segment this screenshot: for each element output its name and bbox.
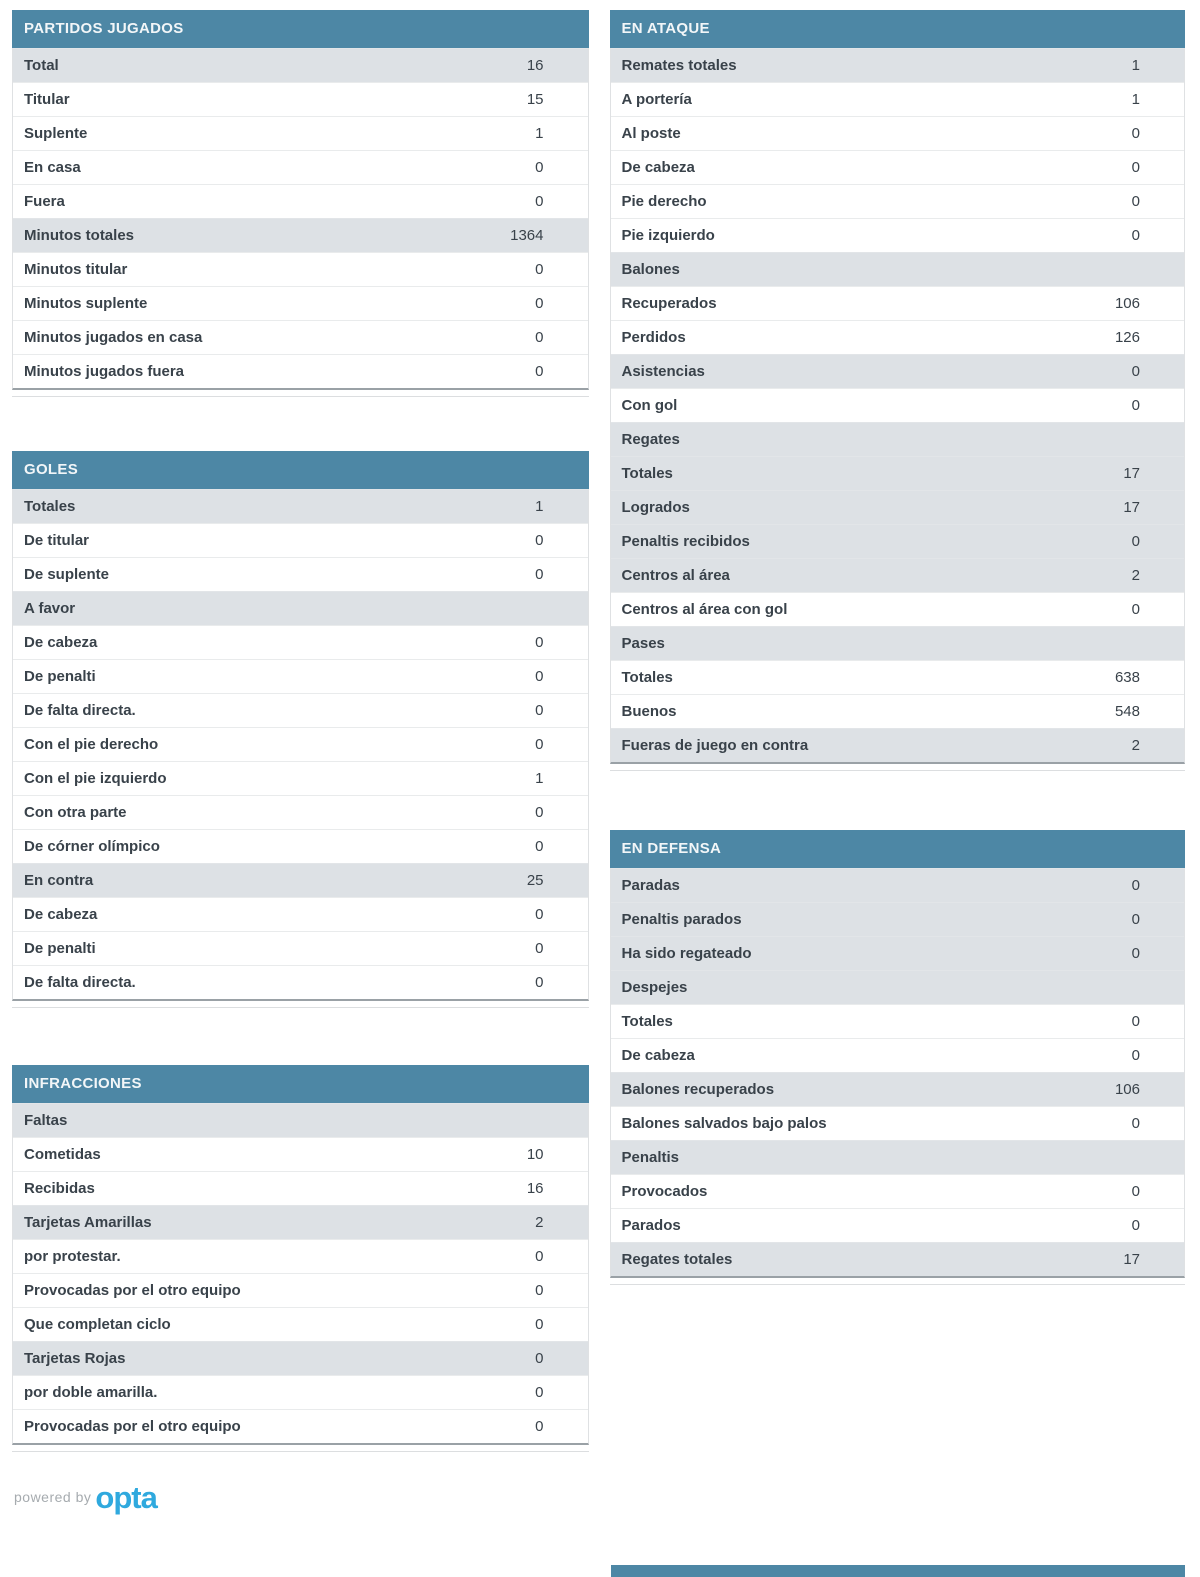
stat-label: Pie izquierdo — [621, 227, 715, 244]
table-row — [611, 970, 1185, 1004]
table-row — [611, 1140, 1185, 1174]
stat-value: 1 — [1131, 57, 1140, 74]
table-row — [611, 694, 1185, 728]
stat-label: De falta directa. — [24, 974, 136, 991]
table-row — [611, 116, 1185, 150]
table-row — [611, 728, 1185, 762]
stat-label: A portería — [621, 91, 692, 108]
table-row — [13, 761, 588, 795]
table-row — [611, 902, 1185, 936]
stat-table-goles — [12, 451, 589, 1008]
stat-label: De falta directa. — [24, 702, 136, 719]
stat-label: Regates — [621, 431, 680, 448]
stat-label: De penalti — [24, 668, 96, 685]
stat-label: Provocadas por el otro equipo — [24, 1418, 241, 1435]
stat-label: Con gol — [621, 397, 678, 414]
stat-label: Total — [24, 57, 59, 74]
stat-value: 0 — [535, 193, 544, 210]
stat-value: 0 — [1131, 193, 1140, 210]
table-row — [611, 936, 1185, 970]
stat-value: 126 — [1114, 329, 1140, 346]
stat-label: En casa — [24, 159, 81, 176]
stat-label: Provocadas por el otro equipo — [24, 1282, 241, 1299]
stat-value: 0 — [1131, 125, 1140, 142]
stat-label: De titular — [24, 532, 90, 549]
stat-label: Centros al área con gol — [621, 601, 788, 618]
stat-value: 0 — [535, 1282, 544, 1299]
table-row — [13, 965, 588, 999]
stat-value: 0 — [535, 566, 544, 583]
stat-label: Minutos suplente — [24, 295, 148, 312]
stat-label: Recuperados — [621, 295, 717, 312]
stat-value: 0 — [535, 906, 544, 923]
stat-value: 0 — [1131, 397, 1140, 414]
table-row — [13, 218, 588, 252]
stat-value: 16 — [526, 1180, 544, 1197]
stat-label: De cabeza — [24, 634, 98, 651]
table-row — [13, 184, 588, 218]
stat-label: Minutos titular — [24, 261, 128, 278]
stat-value: 2 — [1131, 567, 1140, 584]
table-row — [611, 1106, 1185, 1140]
stat-label: Al poste — [621, 125, 681, 142]
stat-label: Penaltis — [621, 1149, 680, 1166]
stat-label: Con otra parte — [24, 804, 127, 821]
stat-label: Fuera — [24, 193, 65, 210]
stat-value: 0 — [535, 940, 544, 957]
stat-label: Minutos totales — [24, 227, 135, 244]
table-title: EN DEFENSA — [621, 840, 722, 857]
table-row — [611, 592, 1185, 626]
table-row — [611, 1038, 1185, 1072]
stat-label: Tarjetas Amarillas — [24, 1214, 152, 1231]
table-row — [13, 489, 588, 523]
stat-label: Pases — [621, 635, 665, 652]
stat-value: 1 — [535, 125, 544, 142]
stat-label: Que completan ciclo — [24, 1316, 171, 1333]
stat-value: 0 — [535, 295, 544, 312]
stat-value: 106 — [1114, 1081, 1140, 1098]
opta-logo — [12, 1476, 589, 1518]
table-row — [611, 1174, 1185, 1208]
stat-value: 0 — [1131, 1217, 1140, 1234]
stat-value: 1364 — [510, 227, 544, 244]
table-row — [13, 557, 588, 591]
stat-value: 0 — [1131, 1183, 1140, 1200]
table-row — [13, 931, 588, 965]
rows-container — [12, 1103, 589, 1445]
stat-value: 0 — [535, 1248, 544, 1265]
stat-label: Minutos jugados en casa — [24, 329, 203, 346]
stat-table-partidos-jugados — [12, 10, 589, 397]
stat-label: Totales — [621, 465, 673, 482]
stat-value: 0 — [535, 702, 544, 719]
stat-value: 0 — [1131, 227, 1140, 244]
table-row — [13, 286, 588, 320]
left-column — [12, 10, 589, 1518]
table-row — [13, 354, 588, 388]
rows-container — [610, 48, 1186, 764]
right-column — [610, 10, 1186, 1285]
table-row — [13, 1273, 588, 1307]
stat-value: 2 — [535, 1214, 544, 1231]
stat-label: Faltas — [24, 1112, 68, 1129]
stat-value: 1 — [1131, 91, 1140, 108]
stat-value: 1 — [535, 770, 544, 787]
stat-value: 106 — [1114, 295, 1140, 312]
stat-value: 0 — [535, 159, 544, 176]
stat-value: 15 — [526, 91, 544, 108]
stat-label: En contra — [24, 872, 94, 889]
table-row — [611, 1072, 1185, 1106]
table-row — [13, 1171, 588, 1205]
table-row — [13, 591, 588, 625]
table-row — [611, 456, 1185, 490]
stat-label: Regates totales — [621, 1251, 733, 1268]
table-row — [13, 897, 588, 931]
table-row — [611, 422, 1185, 456]
table-row — [611, 868, 1185, 902]
table-row — [13, 1239, 588, 1273]
table-row — [611, 252, 1185, 286]
table-row — [611, 1004, 1185, 1038]
table-row — [13, 727, 588, 761]
table-row — [611, 354, 1185, 388]
cropped-section-header — [611, 1565, 1185, 1577]
stat-value: 0 — [1131, 877, 1140, 894]
stat-label: por doble amarilla. — [24, 1384, 158, 1401]
table-row — [13, 1137, 588, 1171]
table-row — [611, 660, 1185, 694]
table-row — [13, 1409, 588, 1443]
table-row — [13, 150, 588, 184]
table-row — [13, 523, 588, 557]
stat-label: De cabeza — [24, 906, 98, 923]
table-row — [13, 625, 588, 659]
stat-value: 0 — [535, 838, 544, 855]
table-row — [13, 863, 588, 897]
table-row — [611, 1208, 1185, 1242]
table-row — [13, 1103, 588, 1137]
table-row — [13, 1307, 588, 1341]
table-row — [13, 82, 588, 116]
stat-value: 17 — [1123, 465, 1140, 482]
stat-label: Suplente — [24, 125, 88, 142]
table-row — [611, 218, 1185, 252]
rows-container — [12, 48, 589, 390]
table-row — [13, 659, 588, 693]
stat-label: Totales — [24, 498, 76, 515]
stat-label: Centros al área — [621, 567, 730, 584]
stat-value: 0 — [535, 329, 544, 346]
stat-value: 0 — [1131, 911, 1140, 928]
table-row — [611, 626, 1185, 660]
table-row — [611, 1242, 1185, 1276]
stat-label: Ha sido regateado — [621, 945, 752, 962]
table-row — [611, 184, 1185, 218]
table-row — [13, 320, 588, 354]
stat-label: por protestar. — [24, 1248, 121, 1265]
table-row — [611, 524, 1185, 558]
stat-value: 10 — [526, 1146, 544, 1163]
stat-table-en-ataque — [610, 10, 1186, 771]
stat-label: Tarjetas Rojas — [24, 1350, 126, 1367]
table-row — [13, 48, 588, 82]
rows-container — [610, 868, 1186, 1278]
stat-label: Recibidas — [24, 1180, 95, 1197]
stat-value: 0 — [535, 1350, 544, 1367]
stat-value: 0 — [1131, 363, 1140, 380]
opta-brand: opta — [95, 1479, 157, 1515]
stat-value: 25 — [526, 872, 544, 889]
stat-value: 0 — [1131, 533, 1140, 550]
stat-label: De penalti — [24, 940, 96, 957]
stat-label: Perdidos — [621, 329, 686, 346]
stat-label: Despejes — [621, 979, 688, 996]
stat-label: Minutos jugados fuera — [24, 363, 185, 380]
table-header — [610, 10, 1186, 48]
stat-value: 0 — [1131, 1047, 1140, 1064]
table-header — [12, 10, 589, 48]
table-header — [12, 451, 589, 489]
stat-label: Penaltis parados — [621, 911, 742, 928]
stat-value: 0 — [1131, 601, 1140, 618]
table-title: EN ATAQUE — [621, 20, 710, 37]
stat-value: 0 — [535, 363, 544, 380]
stat-value: 2 — [1131, 737, 1140, 754]
stat-value: 17 — [1123, 499, 1140, 516]
stat-label: Provocados — [621, 1183, 708, 1200]
stat-label: De córner olímpico — [24, 838, 160, 855]
stat-label: Totales — [621, 669, 673, 686]
stat-label: Balones salvados bajo palos — [621, 1115, 827, 1132]
stat-value: 0 — [535, 1384, 544, 1401]
table-row — [13, 1205, 588, 1239]
table-row — [13, 1375, 588, 1409]
table-row — [611, 48, 1185, 82]
stat-label: Fueras de juego en contra — [621, 737, 809, 754]
stat-value: 0 — [535, 668, 544, 685]
stat-value: 548 — [1114, 703, 1140, 720]
table-row — [13, 693, 588, 727]
stat-value: 0 — [535, 1316, 544, 1333]
stat-label: Totales — [621, 1013, 673, 1030]
stat-label: Paradas — [621, 877, 680, 894]
table-row — [611, 150, 1185, 184]
stat-label: De cabeza — [621, 159, 695, 176]
stat-value: 0 — [535, 1418, 544, 1435]
stat-label: De cabeza — [621, 1047, 695, 1064]
stat-value: 638 — [1114, 669, 1140, 686]
stat-table-infracciones — [12, 1065, 589, 1452]
stat-value: 17 — [1123, 1251, 1140, 1268]
stat-label: Con el pie derecho — [24, 736, 159, 753]
stat-value: 1 — [535, 498, 544, 515]
table-row — [13, 1341, 588, 1375]
table-row — [611, 490, 1185, 524]
table-title: PARTIDOS JUGADOS — [24, 20, 184, 37]
stat-value: 0 — [535, 974, 544, 991]
table-title: GOLES — [24, 461, 79, 478]
stat-value: 0 — [535, 532, 544, 549]
powered-by-text: powered by — [14, 1489, 92, 1505]
stat-label: Balones — [621, 261, 680, 278]
stat-value: 16 — [526, 57, 544, 74]
table-title: INFRACCIONES — [24, 1075, 142, 1092]
table-header — [12, 1065, 589, 1103]
table-row — [611, 388, 1185, 422]
table-row — [13, 252, 588, 286]
table-row — [13, 829, 588, 863]
stat-value: 0 — [1131, 1013, 1140, 1030]
stat-value: 0 — [535, 804, 544, 821]
stat-value: 0 — [535, 261, 544, 278]
stat-label: Balones recuperados — [621, 1081, 775, 1098]
stat-value: 0 — [1131, 945, 1140, 962]
stat-label: Pie derecho — [621, 193, 707, 210]
stat-label: Parados — [621, 1217, 681, 1234]
stat-label: Con el pie izquierdo — [24, 770, 167, 787]
stat-label: Buenos — [621, 703, 677, 720]
stat-label: Titular — [24, 91, 70, 108]
stat-value: 0 — [535, 634, 544, 651]
stat-value: 0 — [1131, 159, 1140, 176]
stat-label: Cometidas — [24, 1146, 101, 1163]
stat-table-en-defensa — [610, 830, 1186, 1285]
table-row — [13, 116, 588, 150]
stat-label: Asistencias — [621, 363, 705, 380]
table-header — [610, 830, 1186, 868]
table-row — [611, 320, 1185, 354]
stat-label: De suplente — [24, 566, 110, 583]
stat-value: 0 — [535, 736, 544, 753]
stat-label: Penaltis recibidos — [621, 533, 750, 550]
stat-label: A favor — [24, 600, 76, 617]
stat-value: 0 — [1131, 1115, 1140, 1132]
table-row — [13, 795, 588, 829]
rows-container — [12, 489, 589, 1001]
table-row — [611, 558, 1185, 592]
stat-label: Remates totales — [621, 57, 737, 74]
stat-label: Logrados — [621, 499, 690, 516]
table-row — [611, 286, 1185, 320]
table-row — [611, 82, 1185, 116]
